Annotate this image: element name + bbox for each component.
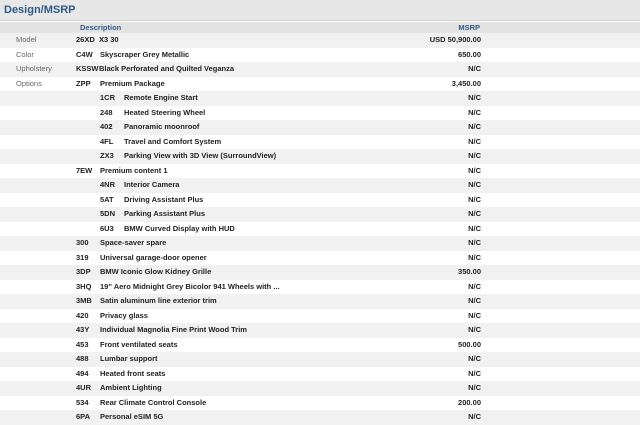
- option-code: 494: [76, 368, 89, 378]
- table-row: [0, 352, 640, 367]
- table-row: [0, 120, 640, 135]
- option-price: 500.00: [458, 339, 481, 349]
- option-description: 19" Aero Midnight Grey Bicolor 941 Wheels with ...: [100, 281, 280, 291]
- table-row: [0, 251, 640, 266]
- table-row: [0, 62, 640, 77]
- option-code: 5DN: [100, 209, 116, 218]
- options-table: [0, 33, 640, 425]
- table-row: [0, 396, 640, 411]
- option-description: Heated front seats: [100, 368, 166, 378]
- option-description: Privacy glass: [100, 310, 148, 320]
- table-row: [0, 178, 640, 193]
- option-price: N/C: [468, 93, 481, 102]
- table-row: [0, 193, 640, 208]
- table-row: [0, 236, 640, 251]
- row-category-label: Options: [16, 78, 42, 88]
- option-price: 200.00: [458, 397, 481, 407]
- option-description: Satin aluminum line exterior trim: [100, 296, 217, 305]
- table-row: [0, 222, 640, 237]
- option-price: N/C: [468, 412, 481, 421]
- option-price: N/C: [468, 310, 481, 320]
- option-description: BMW Curved Display with HUD: [124, 223, 235, 233]
- option-description: Driving Assistant Plus: [124, 194, 204, 204]
- option-price: N/C: [468, 223, 481, 233]
- table-row: [0, 164, 640, 179]
- option-price: N/C: [468, 122, 481, 131]
- option-code: 43Y: [76, 325, 90, 334]
- table-row: [0, 323, 640, 338]
- option-code: ZPP: [76, 78, 91, 88]
- option-price: N/C: [468, 354, 481, 363]
- option-code: 4NR: [100, 180, 116, 189]
- option-price: 3,450.00: [451, 78, 481, 88]
- option-description: Front ventilated seats: [100, 339, 178, 349]
- option-code: 248: [100, 107, 113, 117]
- option-description: Personal eSIM 5G: [100, 412, 164, 421]
- option-code: 3MB: [76, 296, 92, 305]
- option-code: 4UR: [76, 383, 92, 392]
- option-description: Interior Camera: [124, 180, 180, 189]
- option-code: 4FL: [100, 136, 114, 146]
- option-price: N/C: [468, 252, 481, 262]
- option-price: N/C: [468, 209, 481, 218]
- option-price: USD 50,900.00: [429, 35, 481, 44]
- table-row: [0, 338, 640, 353]
- option-description: Parking Assistant Plus: [124, 209, 205, 218]
- table-row: [0, 77, 640, 92]
- table-row: [0, 48, 640, 63]
- table-row: [0, 381, 640, 396]
- option-code: ZX3: [100, 151, 114, 160]
- msrp-column-header: MSRP: [458, 23, 480, 32]
- table-row: [0, 280, 640, 295]
- table-row: [0, 33, 640, 48]
- option-description: Individual Magnolia Fine Print Wood Trim: [100, 325, 247, 334]
- option-description: Travel and Comfort System: [124, 136, 222, 146]
- option-price: N/C: [468, 281, 481, 291]
- option-description: Black Perforated and Quilted Veganza: [99, 64, 235, 73]
- option-code: 7EW: [76, 165, 93, 175]
- section-title: Design/MSRP: [4, 4, 76, 16]
- option-code: 1CR: [100, 93, 116, 102]
- row-category-label: Model: [16, 35, 37, 44]
- option-description: Premium content 1: [100, 165, 168, 175]
- option-price: N/C: [468, 238, 481, 247]
- option-price: N/C: [468, 151, 481, 160]
- option-code: 6U3: [100, 223, 114, 233]
- option-code: 453: [76, 339, 89, 349]
- option-description: Ambient Lighting: [100, 383, 162, 392]
- table-row: [0, 135, 640, 150]
- option-price: N/C: [468, 180, 481, 189]
- option-price: N/C: [468, 325, 481, 334]
- table-row: [0, 149, 640, 164]
- option-price: N/C: [468, 383, 481, 392]
- option-code: 534: [76, 397, 89, 407]
- option-price: 350.00: [458, 267, 481, 276]
- option-description: Premium Package: [100, 78, 165, 88]
- option-code: KSSW: [76, 64, 99, 73]
- option-code: C4W: [76, 49, 93, 59]
- table-row: [0, 91, 640, 106]
- option-code: 6PA: [76, 412, 91, 421]
- row-category-label: Color: [16, 49, 34, 59]
- option-description: Remote Engine Start: [124, 93, 198, 102]
- option-code: 26XD: [76, 35, 95, 44]
- option-description: Rear Climate Control Console: [100, 397, 207, 407]
- table-row: [0, 367, 640, 382]
- option-code: 3HQ: [76, 281, 92, 291]
- option-code: 3DP: [76, 267, 91, 276]
- option-description: BMW Iconic Glow Kidney Grille: [100, 267, 212, 276]
- section-title-bar: [0, 0, 640, 21]
- table-row: [0, 207, 640, 222]
- table-row: [0, 410, 640, 425]
- option-description: Lumbar support: [100, 354, 158, 363]
- option-description: Skyscraper Grey Metallic: [100, 49, 190, 59]
- option-description: Parking View with 3D View (SurroundView): [124, 151, 277, 160]
- option-description: Heated Steering Wheel: [124, 107, 206, 117]
- option-price: N/C: [468, 165, 481, 175]
- table-row: [0, 106, 640, 121]
- option-code: 402: [100, 122, 113, 131]
- row-category-label: Upholstery: [16, 64, 52, 73]
- table-header: [0, 22, 640, 33]
- option-code: 319: [76, 252, 89, 262]
- option-price: N/C: [468, 64, 481, 73]
- option-description: Space-saver spare: [100, 238, 167, 247]
- option-price: N/C: [468, 136, 481, 146]
- option-price: N/C: [468, 107, 481, 117]
- option-price: 650.00: [458, 49, 481, 59]
- table-row: [0, 265, 640, 280]
- option-price: N/C: [468, 296, 481, 305]
- table-row: [0, 309, 640, 324]
- option-description: X3 30: [99, 35, 119, 44]
- option-price: N/C: [468, 368, 481, 378]
- option-price: N/C: [468, 194, 481, 204]
- option-code: 5AT: [100, 194, 114, 204]
- option-code: 420: [76, 310, 89, 320]
- description-column-header: Description: [80, 23, 122, 32]
- option-description: Universal garage-door opener: [100, 252, 207, 262]
- option-code: 488: [76, 354, 89, 363]
- option-code: 300: [76, 238, 89, 247]
- table-row: [0, 294, 640, 309]
- option-description: Panoramic moonroof: [124, 122, 200, 131]
